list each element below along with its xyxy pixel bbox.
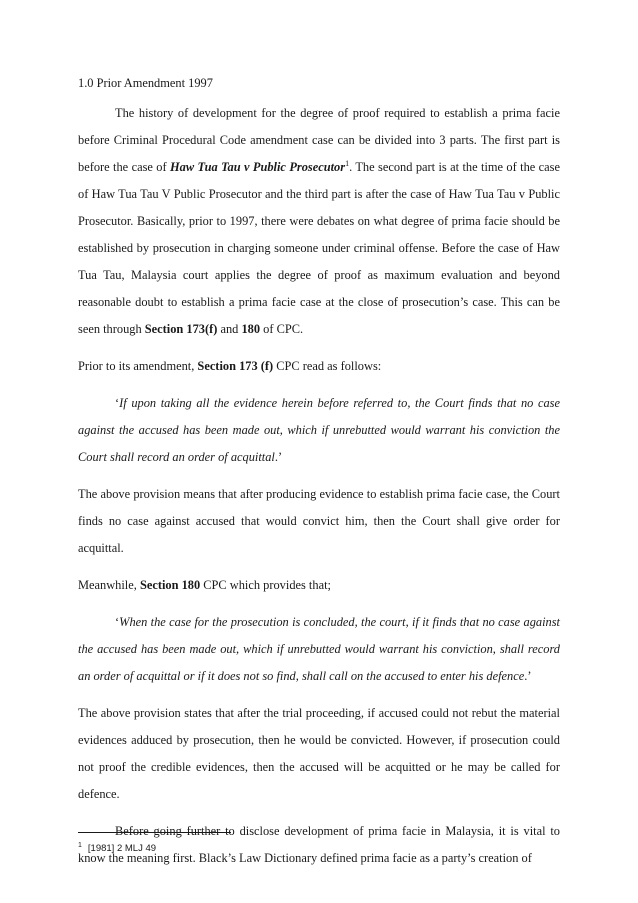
paragraph-text: CPC read as follows: [273, 359, 382, 373]
quote-text: When the case for the prosecution is concluded, the court, if it finds that no case against the accused has been made out, which if unrebutted would warrant his conviction, shall record an order of acquittal or if it does not so find, shall call on the accused to enter his defence [78, 615, 560, 683]
quote-section-180 [78, 609, 560, 690]
paragraph-section-173f-intro [78, 353, 560, 380]
footnote-reference[interactable]: 1 [345, 158, 350, 168]
quote-section-173f [78, 390, 560, 471]
quote-open-mark: ‘ [115, 615, 120, 629]
footnote [78, 840, 156, 855]
paragraph-text: Meanwhile, [78, 578, 140, 592]
page-body [78, 70, 560, 882]
paragraph-prima-facie-meaning: Before going further to disclose development of prima facie in Malaysia, it is vital to know the meaning first. Black’s Law Dictionary defined prima facie as a party’s creation of [78, 824, 560, 865]
quote-open-mark: ‘ [115, 396, 120, 410]
paragraph-text: . The second part is at the time of the case of Haw Tua Tau V Public Prosecutor and the third part is after the case of Haw Tua Tau v Public Prosecutor. Basically, prior to 1997, there were debates on what degree of prima facie should be established by prosecution in charging someone under criminal offense. Before the case of Haw Tua Tau, Malaysia court applies the degree of proof as maximum evaluation and beyond reasonable doubt to establish a prima facie case at the close of prosecution’s case. This can be seen through [78, 160, 560, 336]
paragraph-text: The history of development for the degree of proof required to establish a prima facie before Criminal Procedural Code amendment case can be divided into 3 parts. The first part is before the case of [78, 106, 560, 174]
paragraph-text: Prior to its amendment, [78, 359, 198, 373]
paragraph-section-180-intro [78, 572, 560, 599]
section-heading: 1.0 Prior Amendment 1997 [78, 76, 213, 90]
section-reference: 180 [241, 322, 261, 336]
paragraph-text: and [217, 322, 242, 336]
paragraph-provision-meaning: The above provision means that after producing evidence to establish prima facie case, the Court finds no case against accused that would convict him, then the Court shall give order for acquittal. [78, 487, 560, 555]
quote-close-mark: .’ [274, 450, 283, 464]
section-reference: Section 173(f) [144, 322, 218, 336]
footnote-number: 1 [78, 842, 82, 849]
section-reference: Section 173 (f) [197, 359, 274, 373]
footnote-text: [1981] 2 MLJ 49 [87, 843, 157, 855]
paragraph-text: of CPC. [260, 322, 304, 336]
paragraph-provision-states: The above provision states that after the trial proceeding, if accused could not rebut the material evidences adduced by prosecution, then he would be convicted. However, if prosecution could not proof the credible evidences, then the accused will be acquitted or he may be called for defence. [78, 706, 560, 801]
quote-text: If upon taking all the evidence herein before referred to, the Court finds that no case against the accused has been made out, which if unrebutted would warrant his conviction the Court shall record an order of acquittal [78, 396, 560, 464]
footnote-divider [78, 832, 231, 833]
case-name: Haw Tua Tau v Public Prosecutor [170, 160, 346, 174]
section-reference: Section 180 [139, 578, 201, 592]
paragraph-text: CPC which provides that; [200, 578, 331, 592]
quote-close-mark: .’ [524, 669, 532, 683]
paragraph-history [78, 100, 560, 343]
